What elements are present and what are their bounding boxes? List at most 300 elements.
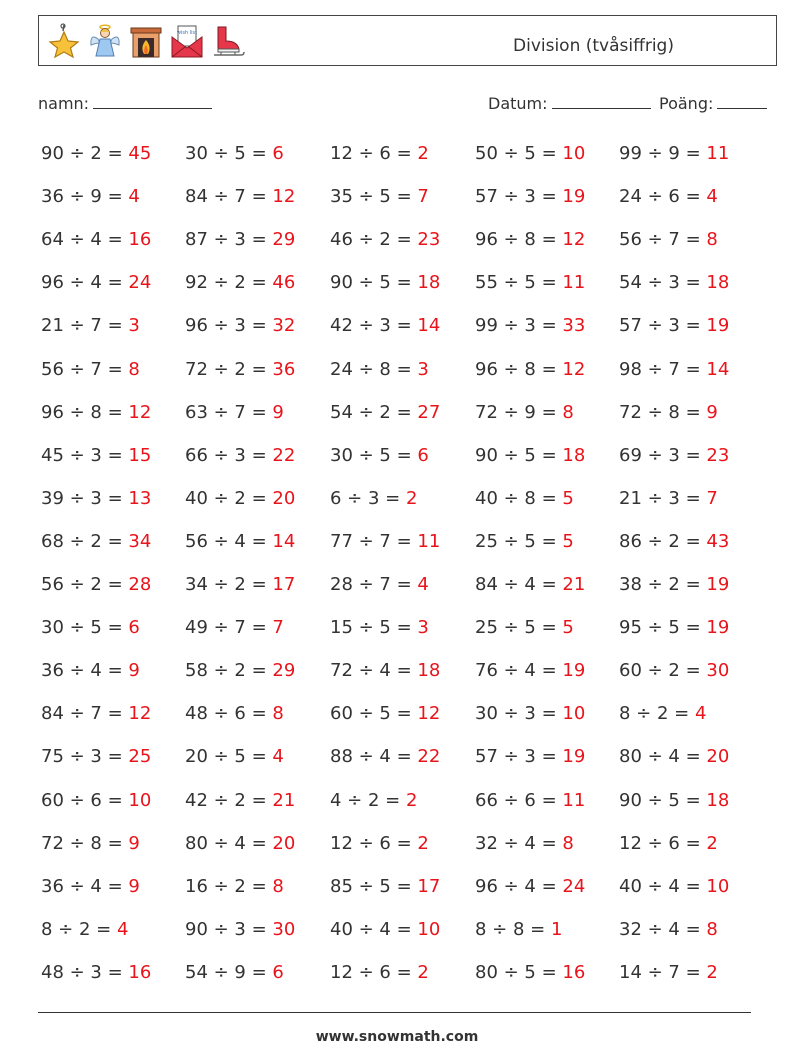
problem-item bbox=[475, 488, 574, 509]
problem-answer: 6 bbox=[272, 143, 284, 164]
problem-question: 92 ÷ 2 = bbox=[185, 272, 273, 294]
fireplace-icon bbox=[129, 23, 163, 59]
problem-answer: 36 bbox=[272, 358, 296, 380]
problem-question: 42 ÷ 2 = bbox=[185, 789, 273, 811]
angel-icon bbox=[88, 23, 122, 59]
problem-answer: 9 bbox=[128, 832, 140, 854]
problem-answer: 6 bbox=[272, 961, 284, 983]
problem-question: 25 ÷ 5 = bbox=[475, 617, 563, 639]
problem-answer: 12 bbox=[562, 358, 586, 380]
problem-question: 12 ÷ 6 = bbox=[330, 961, 418, 983]
problem-answer: 4 bbox=[706, 186, 718, 208]
problem-question: 20 ÷ 5 = bbox=[185, 746, 273, 768]
problem-answer: 11 bbox=[706, 143, 730, 164]
footer-url: www.snowmath.com bbox=[315, 1029, 479, 1045]
problem-question: 76 ÷ 4 = bbox=[475, 660, 563, 682]
problem-answer: 33 bbox=[562, 315, 586, 337]
problem-item bbox=[619, 833, 718, 854]
problem-item bbox=[619, 229, 718, 250]
problem-answer: 18 bbox=[706, 272, 730, 294]
problem-item bbox=[185, 660, 295, 681]
problem-question: 77 ÷ 7 = bbox=[330, 530, 418, 552]
problem-answer: 8 bbox=[706, 229, 718, 251]
problem-question: 72 ÷ 2 = bbox=[185, 358, 273, 380]
problem-question: 68 ÷ 2 = bbox=[41, 530, 129, 552]
date-field[interactable] bbox=[488, 94, 651, 113]
problem-item bbox=[330, 660, 440, 681]
problem-answer: 34 bbox=[128, 530, 152, 552]
problem-answer: 9 bbox=[706, 401, 718, 423]
problem-item bbox=[330, 229, 440, 250]
problem-answer: 24 bbox=[128, 272, 152, 294]
problem-item bbox=[475, 962, 585, 983]
problem-item bbox=[330, 186, 429, 207]
problem-question: 12 ÷ 6 = bbox=[619, 832, 707, 854]
score-field[interactable] bbox=[659, 94, 767, 113]
problem-question: 57 ÷ 3 = bbox=[475, 746, 563, 768]
problem-question: 30 ÷ 5 = bbox=[330, 444, 418, 466]
date-label: Datum: bbox=[488, 94, 548, 113]
problem-question: 57 ÷ 3 = bbox=[619, 315, 707, 337]
problem-answer: 24 bbox=[562, 875, 586, 897]
problem-question: 95 ÷ 5 = bbox=[619, 617, 707, 639]
problem-answer: 14 bbox=[417, 315, 441, 337]
problem-item bbox=[475, 186, 585, 207]
problem-item bbox=[330, 402, 440, 423]
problem-answer: 12 bbox=[128, 703, 152, 725]
problem-answer: 1 bbox=[550, 918, 563, 940]
problem-answer: 2 bbox=[417, 143, 429, 164]
problem-answer: 12 bbox=[562, 229, 586, 251]
problem-answer: 21 bbox=[562, 574, 586, 595]
problem-item bbox=[475, 445, 585, 466]
problem-question: 72 ÷ 4 = bbox=[330, 660, 418, 682]
problem-question: 56 ÷ 2 = bbox=[41, 574, 129, 595]
problem-item bbox=[475, 315, 585, 336]
problem-answer: 9 bbox=[128, 660, 140, 682]
problem-question: 40 ÷ 8 = bbox=[475, 487, 563, 509]
problem-item bbox=[619, 272, 729, 293]
problem-item bbox=[41, 143, 151, 164]
problem-item bbox=[330, 790, 417, 811]
problem-answer: 7 bbox=[272, 617, 284, 639]
problem-answer: 16 bbox=[128, 961, 152, 983]
problem-answer: 8 bbox=[562, 832, 574, 854]
problem-item bbox=[185, 746, 284, 767]
problem-question: 12 ÷ 6 = bbox=[330, 143, 418, 164]
problem-question: 90 ÷ 5 = bbox=[330, 272, 418, 294]
problem-item bbox=[619, 574, 729, 595]
problem-item bbox=[41, 746, 151, 767]
problem-item bbox=[41, 315, 140, 336]
problem-question: 32 ÷ 4 = bbox=[475, 832, 563, 854]
problem-item bbox=[185, 143, 284, 164]
problem-answer: 18 bbox=[706, 789, 730, 811]
problem-item bbox=[41, 359, 140, 380]
problem-item bbox=[41, 186, 140, 207]
problem-item bbox=[475, 617, 574, 638]
problem-item bbox=[475, 919, 562, 940]
problem-answer: 10 bbox=[706, 875, 730, 897]
problem-question: 56 ÷ 7 = bbox=[619, 229, 707, 251]
problem-question: 21 ÷ 7 = bbox=[41, 315, 129, 337]
problem-item bbox=[330, 919, 440, 940]
problem-item bbox=[185, 703, 284, 724]
problem-question: 60 ÷ 2 = bbox=[619, 660, 707, 682]
problem-question: 21 ÷ 3 = bbox=[619, 487, 707, 509]
problem-item bbox=[330, 445, 429, 466]
problem-answer: 11 bbox=[417, 530, 441, 552]
problem-answer: 17 bbox=[272, 574, 296, 595]
problem-question: 30 ÷ 3 = bbox=[475, 703, 563, 725]
problem-question: 55 ÷ 5 = bbox=[475, 272, 563, 294]
problem-answer: 21 bbox=[272, 789, 296, 811]
problem-item bbox=[330, 617, 429, 638]
problem-answer: 4 bbox=[417, 574, 429, 595]
problem-question: 30 ÷ 5 = bbox=[185, 143, 273, 164]
problem-answer: 20 bbox=[272, 832, 296, 854]
problem-item bbox=[185, 186, 295, 207]
problem-question: 99 ÷ 3 = bbox=[475, 315, 563, 337]
problem-question: 64 ÷ 4 = bbox=[41, 229, 129, 251]
problem-question: 6 ÷ 3 = bbox=[330, 487, 406, 509]
problem-item bbox=[619, 746, 729, 767]
problem-item bbox=[330, 833, 429, 854]
problem-item bbox=[619, 962, 718, 983]
problem-answer: 19 bbox=[706, 315, 730, 337]
problem-item bbox=[185, 445, 295, 466]
problem-answer: 19 bbox=[562, 746, 586, 768]
problem-item bbox=[185, 617, 284, 638]
problem-item bbox=[475, 876, 585, 897]
ice-skate-icon bbox=[211, 23, 245, 59]
score-blank[interactable] bbox=[717, 94, 767, 109]
problem-answer: 8 bbox=[128, 358, 140, 380]
problem-item bbox=[41, 962, 151, 983]
problem-answer: 10 bbox=[562, 703, 586, 725]
problem-answer: 19 bbox=[562, 660, 586, 682]
problem-answer: 15 bbox=[128, 444, 152, 466]
problem-item bbox=[475, 229, 585, 250]
star-icon bbox=[47, 23, 81, 59]
problem-question: 40 ÷ 4 = bbox=[330, 918, 418, 940]
problem-answer: 13 bbox=[128, 487, 152, 509]
problem-question: 35 ÷ 5 = bbox=[330, 186, 418, 208]
problem-question: 30 ÷ 5 = bbox=[41, 617, 129, 639]
header-icons bbox=[47, 23, 245, 59]
problem-item bbox=[619, 186, 718, 207]
problem-item bbox=[41, 833, 140, 854]
problem-answer: 6 bbox=[417, 444, 429, 466]
problem-answer: 9 bbox=[128, 875, 140, 897]
problem-answer: 43 bbox=[706, 530, 730, 552]
problem-item bbox=[330, 272, 440, 293]
problem-question: 58 ÷ 2 = bbox=[185, 660, 273, 682]
problem-question: 87 ÷ 3 = bbox=[185, 229, 273, 251]
problem-item bbox=[475, 574, 585, 595]
problem-answer: 22 bbox=[272, 444, 296, 466]
letter-text: wish list bbox=[176, 30, 198, 36]
problem-item bbox=[185, 402, 284, 423]
problem-question: 46 ÷ 2 = bbox=[330, 229, 418, 251]
problem-answer: 19 bbox=[706, 574, 730, 595]
problem-item bbox=[475, 660, 585, 681]
problem-answer: 3 bbox=[417, 358, 429, 380]
problem-answer: 2 bbox=[417, 961, 429, 983]
problem-question: 36 ÷ 4 = bbox=[41, 660, 129, 682]
problem-answer: 29 bbox=[272, 229, 296, 251]
footer-divider bbox=[38, 1012, 751, 1013]
problem-question: 25 ÷ 5 = bbox=[475, 530, 563, 552]
problem-question: 69 ÷ 3 = bbox=[619, 444, 707, 466]
problem-question: 8 ÷ 2 = bbox=[619, 703, 695, 725]
problem-question: 80 ÷ 4 = bbox=[185, 832, 273, 854]
problem-item bbox=[619, 876, 729, 897]
problem-question: 63 ÷ 7 = bbox=[185, 401, 273, 423]
problem-answer: 3 bbox=[128, 315, 140, 337]
problem-question: 80 ÷ 4 = bbox=[619, 746, 707, 768]
problem-question: 84 ÷ 7 = bbox=[185, 186, 273, 208]
problem-item bbox=[185, 790, 295, 811]
problem-answer: 5 bbox=[562, 530, 574, 552]
problem-item bbox=[619, 919, 718, 940]
problem-answer: 14 bbox=[272, 530, 296, 552]
problem-answer: 18 bbox=[562, 444, 586, 466]
problem-question: 34 ÷ 2 = bbox=[185, 574, 273, 595]
problem-question: 39 ÷ 3 = bbox=[41, 487, 129, 509]
problem-answer: 14 bbox=[706, 358, 730, 380]
problem-question: 24 ÷ 6 = bbox=[619, 186, 707, 208]
problem-item bbox=[41, 488, 151, 509]
header-box bbox=[38, 15, 777, 66]
problem-item bbox=[619, 143, 729, 164]
problem-answer: 2 bbox=[405, 789, 418, 811]
problem-question: 12 ÷ 6 = bbox=[330, 832, 418, 854]
problem-answer: 12 bbox=[417, 703, 441, 725]
problem-item bbox=[330, 962, 429, 983]
problem-item bbox=[185, 488, 295, 509]
problem-item bbox=[185, 833, 295, 854]
problem-answer: 20 bbox=[272, 487, 296, 509]
problem-question: 42 ÷ 3 = bbox=[330, 315, 418, 337]
problem-answer: 25 bbox=[128, 746, 152, 768]
problem-answer: 12 bbox=[128, 401, 152, 423]
problem-item bbox=[475, 359, 585, 380]
problem-question: 99 ÷ 9 = bbox=[619, 143, 707, 164]
problem-item bbox=[185, 359, 295, 380]
problem-question: 50 ÷ 5 = bbox=[475, 143, 563, 164]
problem-answer: 4 bbox=[116, 918, 129, 940]
problem-item bbox=[185, 962, 284, 983]
problem-answer: 46 bbox=[272, 272, 296, 294]
problem-answer: 45 bbox=[128, 143, 152, 164]
problem-item bbox=[41, 402, 151, 423]
problem-question: 54 ÷ 3 = bbox=[619, 272, 707, 294]
problem-answer: 4 bbox=[694, 703, 707, 725]
problem-question: 72 ÷ 8 = bbox=[41, 832, 129, 854]
problem-question: 49 ÷ 7 = bbox=[185, 617, 273, 639]
problem-item bbox=[185, 876, 284, 897]
problem-question: 66 ÷ 3 = bbox=[185, 444, 273, 466]
score-label: Poäng: bbox=[659, 94, 714, 113]
problem-item bbox=[185, 919, 295, 940]
problem-question: 60 ÷ 5 = bbox=[330, 703, 418, 725]
problem-item bbox=[185, 229, 295, 250]
problem-answer: 2 bbox=[706, 961, 718, 983]
problem-answer: 12 bbox=[272, 186, 296, 208]
problem-question: 56 ÷ 4 = bbox=[185, 530, 273, 552]
problem-question: 96 ÷ 4 = bbox=[475, 875, 563, 897]
problem-answer: 18 bbox=[417, 660, 441, 682]
problem-question: 16 ÷ 2 = bbox=[185, 875, 273, 897]
wish-list-letter-icon bbox=[170, 23, 204, 59]
problem-answer: 32 bbox=[272, 315, 296, 337]
problem-question: 96 ÷ 4 = bbox=[41, 272, 129, 294]
problem-item bbox=[41, 531, 151, 552]
date-blank[interactable] bbox=[552, 94, 651, 109]
problem-answer: 10 bbox=[562, 143, 586, 164]
problem-question: 60 ÷ 6 = bbox=[41, 789, 129, 811]
problem-question: 48 ÷ 6 = bbox=[185, 703, 273, 725]
problem-item bbox=[619, 703, 706, 724]
problem-answer: 23 bbox=[706, 444, 730, 466]
problem-question: 15 ÷ 5 = bbox=[330, 617, 418, 639]
problem-item bbox=[330, 143, 429, 164]
problem-answer: 22 bbox=[417, 746, 441, 768]
problem-item bbox=[475, 703, 585, 724]
problem-question: 14 ÷ 7 = bbox=[619, 961, 707, 983]
problem-question: 40 ÷ 2 = bbox=[185, 487, 273, 509]
problem-item bbox=[330, 746, 440, 767]
problem-question: 72 ÷ 9 = bbox=[475, 401, 563, 423]
problem-item bbox=[41, 876, 140, 897]
problem-question: 32 ÷ 4 = bbox=[619, 918, 707, 940]
problem-answer: 23 bbox=[417, 229, 441, 251]
problem-item bbox=[185, 531, 295, 552]
problem-answer: 27 bbox=[417, 401, 441, 423]
problem-question: 28 ÷ 7 = bbox=[330, 574, 418, 595]
problem-item bbox=[619, 445, 729, 466]
problem-item bbox=[475, 531, 574, 552]
problem-question: 96 ÷ 3 = bbox=[185, 315, 273, 337]
name-label: namn: bbox=[38, 94, 90, 113]
problem-item bbox=[41, 919, 128, 940]
problem-item bbox=[619, 402, 718, 423]
problem-item bbox=[185, 272, 295, 293]
problem-item bbox=[619, 531, 729, 552]
name-blank[interactable] bbox=[93, 94, 212, 109]
problem-item bbox=[619, 790, 729, 811]
problem-item bbox=[185, 315, 295, 336]
problem-item bbox=[41, 272, 151, 293]
problem-question: 8 ÷ 8 = bbox=[475, 918, 551, 940]
problem-answer: 11 bbox=[562, 789, 586, 811]
problem-question: 36 ÷ 4 = bbox=[41, 875, 129, 897]
problem-question: 24 ÷ 8 = bbox=[330, 358, 418, 380]
problem-item bbox=[619, 617, 729, 638]
problem-item bbox=[41, 790, 151, 811]
problem-question: 54 ÷ 9 = bbox=[185, 961, 273, 983]
problem-question: 88 ÷ 4 = bbox=[330, 746, 418, 768]
problem-answer: 2 bbox=[417, 832, 429, 854]
problem-answer: 9 bbox=[272, 401, 284, 423]
problem-item bbox=[330, 876, 440, 897]
name-field[interactable] bbox=[38, 94, 212, 113]
problem-item bbox=[619, 359, 729, 380]
problem-question: 84 ÷ 4 = bbox=[475, 574, 563, 595]
problem-item bbox=[619, 488, 718, 509]
problem-question: 96 ÷ 8 = bbox=[41, 401, 129, 423]
problem-answer: 10 bbox=[128, 789, 152, 811]
problem-answer: 16 bbox=[128, 229, 152, 251]
problem-answer: 10 bbox=[417, 918, 441, 940]
problem-answer: 3 bbox=[417, 617, 429, 639]
problem-question: 38 ÷ 2 = bbox=[619, 574, 707, 595]
problem-answer: 8 bbox=[706, 918, 718, 940]
problem-item bbox=[619, 660, 729, 681]
problem-answer: 18 bbox=[417, 272, 441, 294]
problem-answer: 7 bbox=[417, 186, 429, 208]
problem-item bbox=[185, 574, 295, 595]
problem-question: 90 ÷ 2 = bbox=[41, 143, 129, 164]
problem-answer: 8 bbox=[272, 875, 284, 897]
problem-question: 45 ÷ 3 = bbox=[41, 444, 129, 466]
problem-answer: 30 bbox=[706, 660, 730, 682]
problem-item bbox=[41, 660, 140, 681]
problem-item bbox=[475, 790, 585, 811]
problem-question: 85 ÷ 5 = bbox=[330, 875, 418, 897]
problem-answer: 5 bbox=[562, 487, 574, 509]
page-title: Division (tvåsiffrig) bbox=[513, 36, 674, 56]
problem-question: 90 ÷ 5 = bbox=[619, 789, 707, 811]
problem-answer: 30 bbox=[272, 918, 296, 940]
problem-question: 48 ÷ 3 = bbox=[41, 961, 129, 983]
problem-question: 96 ÷ 8 = bbox=[475, 358, 563, 380]
problem-answer: 17 bbox=[417, 875, 441, 897]
problem-item bbox=[475, 746, 585, 767]
problem-item bbox=[330, 531, 440, 552]
problem-item bbox=[475, 833, 574, 854]
problem-answer: 29 bbox=[272, 660, 296, 682]
problem-question: 98 ÷ 7 = bbox=[619, 358, 707, 380]
problem-item bbox=[41, 229, 151, 250]
problem-answer: 7 bbox=[706, 487, 718, 509]
problem-answer: 16 bbox=[562, 961, 586, 983]
problem-item bbox=[41, 445, 151, 466]
problem-item bbox=[619, 315, 729, 336]
problem-question: 75 ÷ 3 = bbox=[41, 746, 129, 768]
problem-question: 80 ÷ 5 = bbox=[475, 961, 563, 983]
problem-item bbox=[41, 574, 151, 595]
problem-question: 8 ÷ 2 = bbox=[41, 918, 117, 940]
problem-answer: 4 bbox=[272, 746, 284, 768]
problem-item bbox=[475, 402, 574, 423]
problem-question: 36 ÷ 9 = bbox=[41, 186, 129, 208]
problem-question: 54 ÷ 2 = bbox=[330, 401, 418, 423]
problem-question: 40 ÷ 4 = bbox=[619, 875, 707, 897]
problem-answer: 6 bbox=[128, 617, 140, 639]
problem-answer: 8 bbox=[272, 703, 284, 725]
problem-question: 84 ÷ 7 = bbox=[41, 703, 129, 725]
problem-item bbox=[330, 703, 440, 724]
problem-question: 96 ÷ 8 = bbox=[475, 229, 563, 251]
problem-item bbox=[41, 703, 151, 724]
problem-question: 66 ÷ 6 = bbox=[475, 789, 563, 811]
problem-answer: 19 bbox=[706, 617, 730, 639]
problem-item bbox=[41, 617, 140, 638]
problem-answer: 20 bbox=[706, 746, 730, 768]
problem-question: 90 ÷ 3 = bbox=[185, 918, 273, 940]
